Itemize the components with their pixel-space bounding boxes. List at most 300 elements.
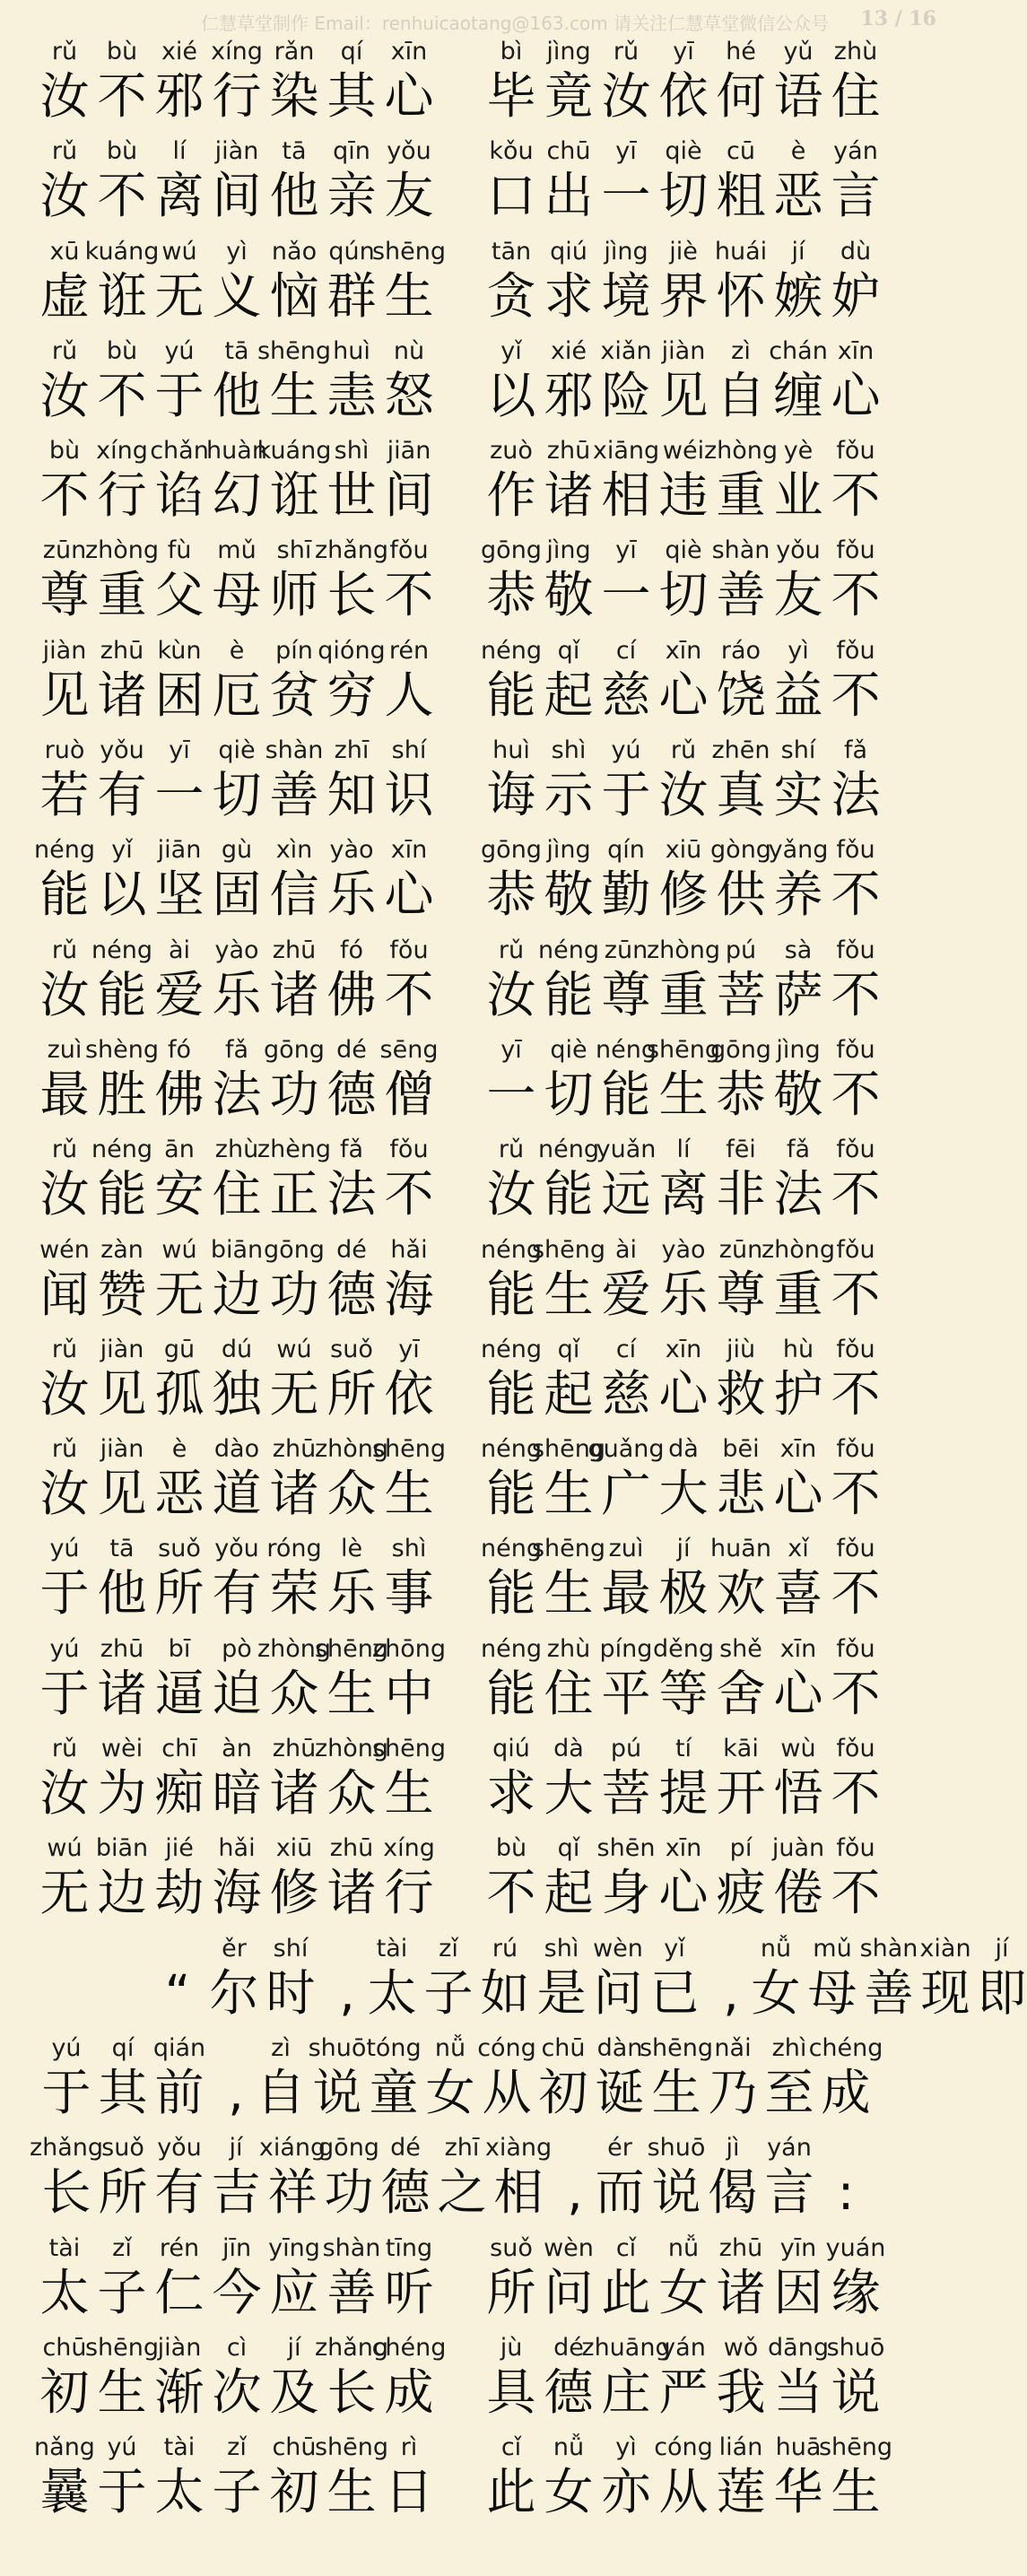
hanzi: 能 [97,965,147,1023]
hanzi: 汝 [39,1165,90,1223]
glyph [39,630,90,729]
pinyin: biān [210,1235,264,1264]
pinyin: shēng [371,1435,447,1464]
glyph [269,2426,319,2526]
pinyin: zhòng [703,437,779,466]
hanzi: 养 [773,866,823,924]
pinyin: gōng [710,1035,771,1064]
pinyin: yī [673,38,694,65]
hanzi: 太 [39,2263,90,2321]
glyph [154,529,205,629]
pinyin: fǒu [389,1136,429,1164]
glyph [544,330,594,430]
pinyin: xíng [383,1834,435,1863]
pinyin: rǔ [51,1136,78,1164]
glyph [601,1328,651,1428]
pinyin: wén [39,1235,90,1264]
glyph [536,1928,587,2027]
hanzi: 子 [423,1963,474,2022]
pinyin: cǐ [615,2233,637,2262]
pinyin: nǚ [434,2033,466,2062]
pinyin: gòng [710,836,771,865]
hanzi: 怒 [384,366,434,424]
pinyin: rǔ [498,936,525,964]
hanzi: 心 [658,1364,709,1423]
pinyin: qí [340,38,363,65]
glyph [154,2426,205,2526]
hanzi: 子 [212,2463,262,2521]
hanzi: 言 [831,167,881,225]
pinyin: zhū [100,636,144,665]
hanzi: 自 [256,2063,306,2121]
glyph [384,330,434,430]
pinyin: shí [780,736,816,765]
hanzi: 见 [97,1364,147,1423]
glyph [326,330,377,430]
pinyin: chū [272,2433,317,2462]
glyph [601,2426,651,2526]
glyph [269,529,319,629]
glyph [39,529,90,629]
glyph [601,30,651,130]
pinyin: yè [783,437,814,466]
hanzi: 幻 [212,466,262,525]
glyph [601,130,651,230]
hanzi: 心 [658,666,709,724]
glyph [97,1628,147,1727]
hanzi: 佛 [154,1065,205,1123]
pinyin: dé [553,2333,584,2362]
pinyin: yǒu [214,1535,259,1563]
glyph [212,1628,262,1727]
pinyin: yǔ [783,38,814,65]
pinyin: shuō [647,2134,706,2163]
hanzi: 问 [544,2263,594,2321]
hanzi: 间 [212,167,262,225]
pinyin: yī [615,536,637,565]
glyph [596,1827,656,1927]
hanzi: 不 [831,1764,881,1823]
glyph [29,2127,104,2226]
glyph [326,829,377,928]
hanzi: 无 [269,1364,319,1423]
hanzi: , [339,1963,355,2022]
pinyin: qiè [665,137,702,166]
hanzi: 道 [212,1465,262,1523]
glyph [538,1128,599,1228]
pinyin: qiè [665,536,702,565]
glyph [544,30,594,130]
glyph [97,1328,147,1428]
glyph [826,2327,885,2426]
pinyin: néng [481,1335,542,1363]
pinyin: dú [221,1335,253,1363]
glyph [481,1527,542,1627]
scripture-text [0,30,1027,2526]
pinyin: qín [607,836,645,865]
glyph [212,1029,262,1128]
pinyin: lè [340,1535,363,1563]
pinyin: néng [481,1634,542,1663]
page-number: 13 / 16 [860,7,936,30]
pinyin: yào [661,1235,706,1264]
hanzi: 生 [269,366,319,424]
hanzi: 边 [97,1864,147,1922]
prose-line [0,2027,969,2127]
hanzi: 勤 [601,866,651,924]
glyph [39,1128,90,1228]
hanzi: 邪 [544,366,594,424]
hanzi: 闻 [39,1265,90,1323]
glyph [384,1229,434,1328]
hanzi: 胜 [97,1065,147,1123]
hanzi: 世 [326,466,377,525]
pinyin: è [171,1435,187,1464]
glyph [486,1727,536,1827]
glyph [257,330,332,430]
pinyin: fǒu [836,1535,875,1563]
hanzi: 依 [658,67,709,125]
hanzi: 不 [831,466,881,525]
pinyin: gōng [318,2134,379,2163]
pinyin: è [229,636,245,665]
pinyin: gù [221,836,253,865]
glyph [538,2027,588,2127]
glyph [807,1928,857,2027]
hanzi: 此 [486,2463,536,2521]
pinyin: chǎn [150,437,209,466]
glyph [154,929,205,1029]
glyph [150,430,209,529]
glyph [212,2327,262,2426]
pinyin: zhù [833,38,878,65]
pinyin: cǐ [500,2433,522,2462]
glyph [484,2127,553,2226]
glyph [265,729,324,829]
pinyin: shàn [322,2233,381,2262]
hanzi: 倦 [773,1864,823,1922]
hanzi: 说 [831,2363,881,2421]
hanzi: 行 [97,466,147,525]
glyph [716,929,766,1029]
glyph [716,130,766,230]
pinyin: jí [229,2134,243,2163]
hanzi: 喜 [773,1564,823,1623]
hanzi: 心 [831,366,881,424]
hanzi: 舍 [716,1664,766,1722]
verse-line [0,729,969,829]
hanzi: 起 [544,666,594,724]
pinyin: jù [500,2333,523,2362]
glyph [768,829,829,928]
glyph [481,1229,542,1328]
hanzi: 法 [831,766,881,824]
hanzi: 能 [486,1564,536,1623]
pinyin: shī [276,536,312,565]
glyph [39,1029,90,1128]
pinyin: gōng [264,1235,325,1264]
hanzi: 行 [212,67,262,125]
pinyin: nǚ [667,2233,700,2262]
pinyin: fǒu [836,1035,875,1064]
glyph [658,2227,709,2327]
hanzi: 乐 [658,1265,709,1323]
glyph [384,2227,434,2327]
pinyin: fǒu [836,1834,875,1863]
hanzi: 于 [97,2463,147,2521]
glyph [154,130,205,230]
pinyin: lí [172,137,187,166]
pinyin: néng [481,636,542,665]
hanzi: 劫 [154,1864,205,1922]
pinyin: bù [495,1834,527,1863]
glyph [601,1229,651,1328]
glyph [710,1527,771,1627]
hanzi: 为 [97,1764,147,1823]
hanzi: 生 [544,1564,594,1623]
hanzi: 能 [601,1065,651,1123]
glyph [326,1229,377,1328]
hanzi: 有 [212,1564,262,1623]
pinyin: tā [224,336,249,365]
hanzi: 善 [716,566,766,624]
pinyin: suǒ [330,1335,373,1363]
glyph [39,1428,90,1527]
pinyin: suǒ [101,2134,144,2163]
hanzi: 不 [384,965,434,1023]
pinyin: rú [492,1934,518,1962]
pinyin: píng [599,1634,653,1663]
pinyin: zhòng [761,1235,836,1264]
glyph [39,231,90,330]
glyph [269,929,319,1029]
pinyin: huì [492,736,530,765]
hanzi: 不 [384,1165,434,1223]
verse-line [0,1628,969,1727]
pinyin: shēng [257,336,332,365]
glyph [486,1128,536,1228]
hanzi: 见 [658,366,709,424]
hanzi: 知 [326,766,377,824]
hanzi: 童 [369,2063,419,2121]
pinyin: xīn [779,1435,817,1464]
pinyin: fǒu [836,836,875,865]
glyph [264,1029,325,1128]
hanzi: 孤 [154,1364,205,1423]
hanzi: 吉 [211,2163,261,2222]
glyph [486,30,536,130]
glyph [269,1727,319,1827]
glyph [773,1527,823,1627]
hanzi: 缠 [773,366,823,424]
hanzi: 切 [658,167,709,225]
glyph [41,2027,91,2127]
pinyin: yào [329,836,374,865]
pinyin: tīng [385,2233,433,2262]
pinyin: hù [782,1335,814,1363]
hanzi: 恶 [154,1465,205,1523]
glyph [544,1029,594,1128]
hanzi: 一 [601,167,651,225]
glyph [773,231,823,330]
glyph [322,2227,381,2327]
hanzi: 见 [97,1465,147,1523]
glyph [538,929,599,1029]
glyph [658,729,709,829]
hanzi: 穷 [326,666,377,724]
pinyin: bī [168,1634,191,1663]
glyph [711,729,770,829]
hanzi: 亦 [601,2463,651,2521]
hanzi: 恼 [269,266,319,325]
pinyin: àn [222,1735,252,1763]
hanzi: 汝 [39,1465,90,1523]
pinyin: qián [152,2033,206,2062]
pinyin: shí [273,1934,309,1962]
pinyin: huàn [206,437,267,466]
hanzi: 恭 [716,1065,766,1123]
glyph [384,630,434,729]
hanzi: 所 [98,2163,148,2222]
hanzi: 生 [326,2463,377,2521]
glyph [544,1727,594,1827]
glyph [269,1827,319,1927]
hanzi: , [723,1963,739,2022]
glyph [326,1827,377,1927]
hanzi: 太 [154,2463,205,2521]
pinyin: shì [551,736,587,765]
hanzi: 渐 [154,2363,205,2421]
hanzi: 初 [39,2363,90,2421]
glyph [818,2426,893,2526]
hanzi: 境 [601,266,651,325]
glyph [39,2227,90,2327]
hanzi: 邪 [154,67,205,125]
pinyin: zhuāng [581,2333,671,2362]
pinyin: tài [376,1934,408,1962]
glyph [84,231,160,330]
glyph [486,2327,536,2426]
hanzi: 功 [269,1065,319,1123]
pinyin: néng [538,1136,599,1164]
glyph [601,929,651,1029]
hanzi: 暗 [212,1764,262,1823]
pinyin: pí [729,1834,753,1863]
hanzi: 他 [97,1564,147,1623]
pinyin: wù [780,1735,816,1763]
hanzi: 住 [831,67,881,125]
pinyin: jìng [604,237,648,265]
glyph [326,1527,377,1627]
hanzi: 诸 [269,965,319,1023]
glyph [773,30,823,130]
hanzi: 赞 [97,1265,147,1323]
glyph [773,130,823,230]
pinyin: chū [42,2333,87,2362]
hanzi: 起 [544,1364,594,1423]
pinyin: yán [767,2134,812,2163]
hanzi: 不 [384,566,434,624]
pinyin: zhòng [646,936,721,964]
pinyin: shí [391,736,427,765]
glyph [212,630,262,729]
glyph [658,1527,709,1627]
pinyin: zhèng [257,1136,332,1164]
glyph [154,30,205,130]
pinyin: yú [611,736,641,765]
hanzi: 中 [384,1664,434,1722]
hanzi: 于 [154,366,205,424]
hanzi: 一 [486,1065,536,1123]
hanzi: 荣 [269,1564,319,1623]
pinyin: cū [727,137,755,166]
pinyin: zhū [718,2233,763,2262]
glyph [716,231,766,330]
hanzi: 已 [649,1963,700,2022]
pinyin: yǒu [776,536,821,565]
pinyin: shàn [859,1934,918,1962]
pinyin: xìn [275,836,313,865]
glyph [423,1928,474,2027]
glyph [751,1928,801,2027]
pinyin: jīn [222,2233,252,2262]
pinyin: yǎng [768,836,829,865]
pinyin: cì [226,2333,248,2362]
hanzi: 曩 [39,2463,90,2521]
glyph [39,1827,90,1927]
hanzi: 应 [269,2263,319,2321]
hanzi: 严 [658,2363,709,2421]
glyph [97,130,147,230]
verse-line [0,1827,969,1927]
glyph [716,630,766,729]
hanzi: 诲 [486,766,536,824]
pinyin: jiàn [100,1435,144,1464]
pinyin: fēi [726,1136,756,1164]
hanzi: 即 [977,1963,1027,2022]
pinyin: tān [491,237,532,265]
hanzi: 生 [384,1764,434,1823]
hanzi: 自 [716,366,766,424]
glyph [437,2127,487,2226]
hanzi: 祥 [267,2163,318,2222]
glyph [97,1428,147,1527]
pinyin: bēi [722,1435,760,1464]
hanzi: 诞 [595,2063,645,2121]
glyph [206,430,267,529]
glyph [97,430,147,529]
glyph [212,2227,262,2327]
glyph [544,1827,594,1927]
pinyin: xíng [96,437,148,466]
pinyin: fǎ [339,1136,364,1164]
glyph [658,2327,709,2426]
hanzi: 边 [212,1265,262,1323]
pinyin: cí [615,636,637,665]
pinyin: yú [49,1535,80,1563]
glyph [658,630,709,729]
glyph [486,430,536,529]
hanzi: 义 [212,266,262,325]
glyph [154,2127,205,2226]
glyph [265,1928,316,2027]
hanzi: 能 [486,1364,536,1423]
glyph [708,2027,758,2127]
glyph [39,1628,90,1727]
hanzi: 善 [269,766,319,824]
pinyin: yǐ [664,1934,685,1962]
hanzi: 粗 [716,167,766,225]
